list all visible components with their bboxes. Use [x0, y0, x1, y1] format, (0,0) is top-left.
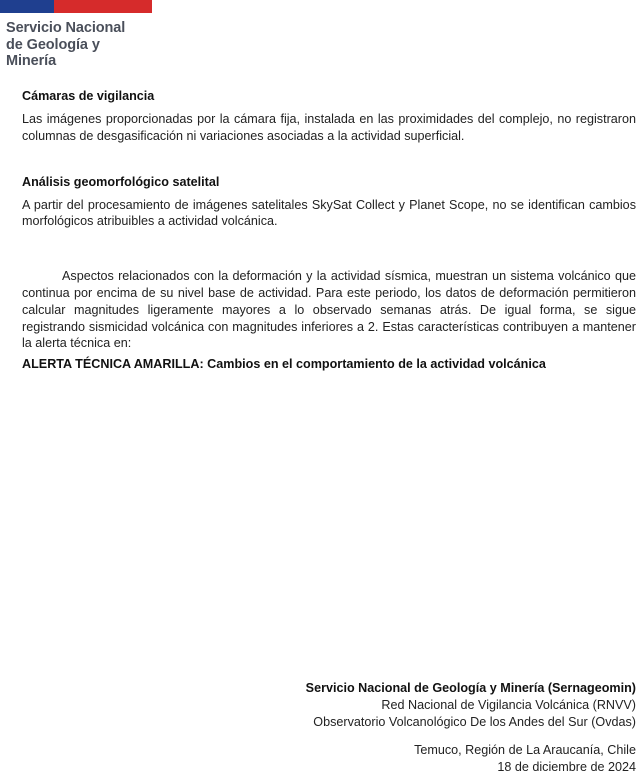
flag-blue-stripe — [0, 0, 54, 13]
footer-network: Red Nacional de Vigilancia Volcánica (RNVV) — [381, 697, 636, 712]
summary-paragraph: Aspectos relacionados con la deformación y la actividad sísmica, muestran un sistema volcánico que continua por encima de su nivel base de actividad. Para este periodo, los datos de deformación permitieron calcular magnitudes ligeramente mayores a lo observado semanas atrás. De igual forma, se sigue registrando sismicidad volcánica con magnitudes inferiores a 2. Estas características contribuyen a mantener la alerta técnica en: — [22, 269, 636, 351]
footer-observatory: Observatorio Volcanológico De los Andes del Sur (Ovdas) — [313, 714, 636, 729]
flag-red-stripe — [54, 0, 152, 13]
geomorph-heading: Análisis geomorfológico satelital — [22, 174, 220, 189]
report-body — [22, 89, 636, 371]
footer-location: Temuco, Región de La Araucanía, Chile — [414, 743, 636, 758]
cameras-heading: Cámaras de vigilancia — [22, 89, 155, 103]
footer-org: Servicio Nacional de Geología y Minería (Sernageomin) — [305, 681, 636, 695]
logo-line-1: Servicio Nacional — [6, 20, 126, 36]
cameras-section — [22, 89, 636, 145]
footer-date: 18 de diciembre de 2024 — [497, 760, 636, 775]
sernageomin-logo — [6, 20, 125, 70]
summary-section — [22, 268, 636, 371]
logo-line-2: de Geología y — [6, 36, 100, 53]
geomorph-paragraph: A partir del procesamiento de imágenes satelitales SkySat Collect y Planet Scope, no se identifican cambios morfológicos atribuibles a actividad volcánica. — [22, 197, 636, 229]
alert-level-text: ALERTA TÉCNICA AMARILLA: Cambios en el comportamiento de la actividad volcánica — [22, 357, 546, 372]
chile-flag-bar — [0, 0, 152, 13]
geomorph-section — [22, 175, 636, 231]
logo-line-3: Minería — [6, 53, 57, 69]
cameras-paragraph: Las imágenes proporcionadas por la cámara fija, instalada en las proximidades del complejo, no registraron columnas de desgasificación ni variaciones asociadas a la actividad superficial. — [22, 112, 636, 143]
signature-block — [306, 680, 636, 776]
